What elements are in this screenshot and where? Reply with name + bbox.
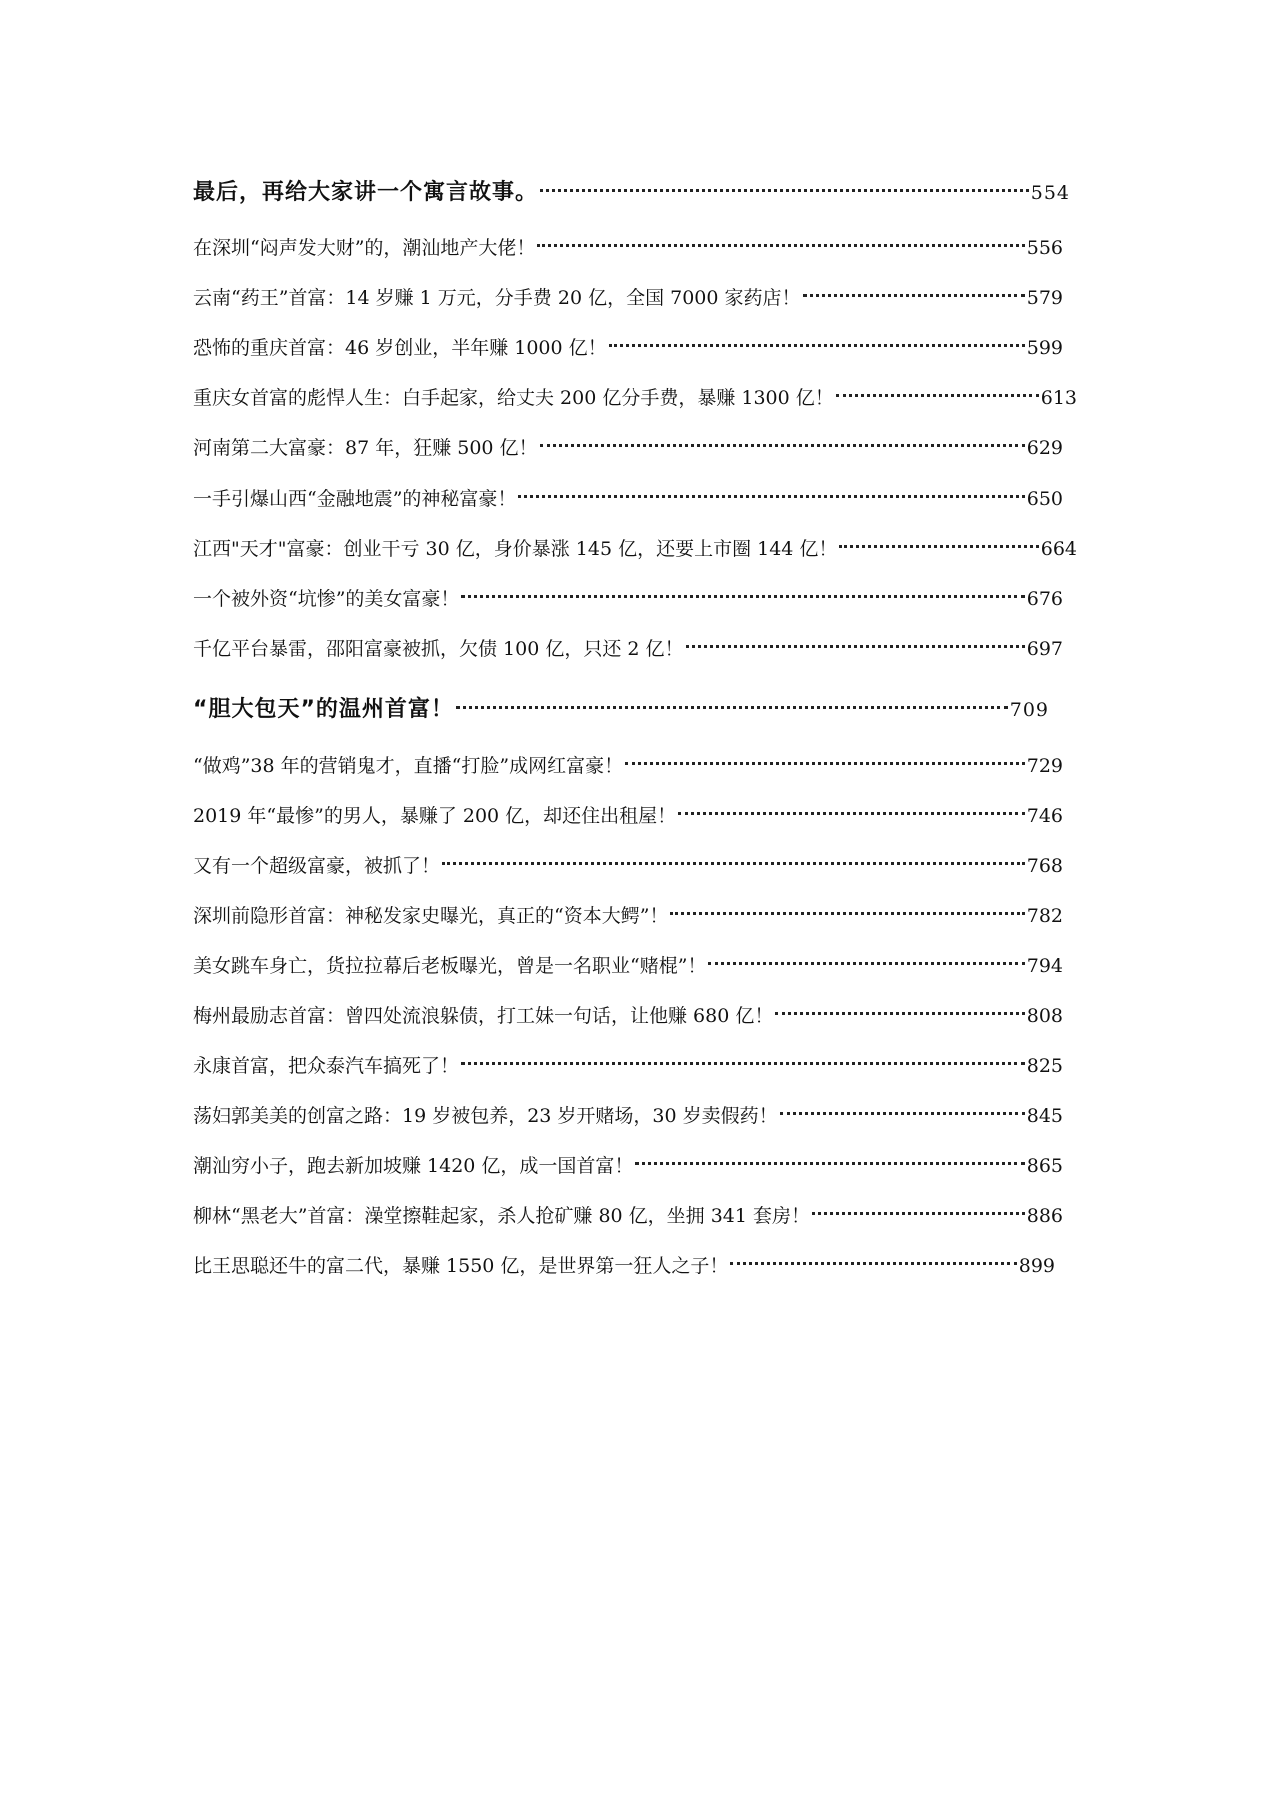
toc-entry	[193, 333, 1063, 360]
toc-entry	[193, 233, 1063, 260]
toc-section-title: “胆大包天”的温州首富！	[193, 697, 454, 722]
toc-section-title: 最后，再给大家讲一个寓言故事。	[193, 180, 539, 205]
toc-entry	[193, 751, 1063, 778]
toc-entry	[193, 584, 1063, 611]
dot-leader	[775, 1012, 1024, 1015]
toc-page-number: 865	[1026, 1155, 1063, 1177]
dot-leader	[456, 706, 1008, 709]
toc-entry-title: 深圳前隐形首富：神秘发家史曝光，真正的“资本大鳄”！	[193, 905, 669, 927]
dot-leader	[839, 545, 1038, 548]
toc-entry	[193, 1151, 1063, 1178]
dot-leader	[537, 244, 1024, 247]
dot-leader	[625, 762, 1025, 765]
toc-page-number: 697	[1026, 638, 1063, 660]
toc-page-number: 782	[1026, 905, 1063, 927]
toc-entry	[193, 383, 1077, 410]
toc-entry-title: “做鸡”38 年的营销鬼才，直播“打脸”成网红富豪！	[193, 755, 624, 777]
toc-entry	[193, 484, 1063, 511]
dot-leader	[678, 812, 1025, 815]
toc-entry-title: 梅州最励志首富：曾四处流浪躲债，打工妹一句话，让他赚 680 亿！	[193, 1005, 774, 1027]
toc-entry	[193, 433, 1063, 460]
dot-leader	[442, 862, 1025, 865]
dot-leader	[540, 189, 1029, 192]
dot-leader	[780, 1112, 1025, 1115]
toc-entry	[193, 801, 1063, 828]
toc-entry-title: 江西"天才"富豪：创业干亏 30 亿，身价暴涨 145 亿，还要上市圈 144 亿！	[193, 538, 838, 560]
dot-leader	[836, 394, 1039, 397]
toc-page-number: 899	[1018, 1255, 1055, 1277]
dot-leader	[540, 444, 1025, 447]
toc-entry-title: 比王思聪还牛的富二代，暴赚 1550 亿，是世界第一狂人之子！	[193, 1255, 729, 1277]
toc-entry	[193, 901, 1063, 928]
dot-leader	[461, 595, 1024, 598]
toc-entry	[193, 851, 1063, 878]
dot-leader	[730, 1262, 1016, 1265]
toc-page-number: 613	[1040, 387, 1077, 409]
toc-entry	[193, 1051, 1063, 1078]
toc-page-number: 794	[1026, 955, 1063, 977]
toc-entry	[193, 534, 1077, 561]
toc-entry	[193, 1001, 1063, 1028]
toc-entry-title: 潮汕穷小子，跑去新加坡赚 1420 亿，成一国首富！	[193, 1155, 634, 1177]
toc-page-number: 845	[1026, 1105, 1063, 1127]
toc-entry	[193, 1251, 1055, 1278]
toc-entry-title: 2019 年“最惨”的男人，暴赚了 200 亿，却还住出租屋！	[193, 805, 677, 827]
toc-page-number: 886	[1026, 1205, 1063, 1227]
dot-leader	[686, 645, 1025, 648]
toc-entry-title: 永康首富，把众泰汽车搞死了！	[193, 1055, 460, 1077]
toc-entry	[193, 1101, 1063, 1128]
toc-entry	[193, 951, 1063, 978]
toc-entry-title: 美女跳车身亡，货拉拉幕后老板曝光，曾是一名职业“赌棍”！	[193, 955, 707, 977]
toc-page-number: 650	[1026, 488, 1063, 510]
dot-leader	[461, 1062, 1025, 1065]
toc-page-number: 664	[1040, 538, 1077, 560]
toc-entry-title: 又有一个超级富豪，被抓了！	[193, 855, 441, 877]
toc-page-number: 825	[1026, 1055, 1063, 1077]
toc-page-number: 599	[1026, 337, 1063, 359]
toc-entry-title: 一手引爆山西“金融地震”的神秘富豪！	[193, 488, 517, 510]
toc-page-number: 579	[1026, 287, 1063, 309]
dot-leader	[708, 962, 1024, 965]
toc-page-number: 746	[1026, 805, 1063, 827]
toc-entry	[193, 1201, 1063, 1228]
toc-page-number: 808	[1026, 1005, 1063, 1027]
toc-section	[193, 175, 1070, 206]
toc-entry-title: 云南“药王”首富：14 岁赚 1 万元，分手费 20 亿，全国 7000 家药店！	[193, 287, 801, 309]
toc-page-number: 729	[1026, 755, 1063, 777]
toc-section	[193, 692, 1049, 723]
dot-leader	[812, 1212, 1025, 1215]
dot-leader	[803, 294, 1025, 297]
toc-page-number: 556	[1026, 237, 1063, 259]
toc-entry-title: 恐怖的重庆首富：46 岁创业，半年赚 1000 亿！	[193, 337, 607, 359]
toc-page-number: 768	[1026, 855, 1063, 877]
dot-leader	[609, 344, 1025, 347]
toc-entry-title: 河南第二大富豪：87 年，狂赚 500 亿！	[193, 437, 538, 459]
toc-entry-title: 千亿平台暴雷，邵阳富豪被抓，欠债 100 亿，只还 2 亿！	[193, 638, 684, 660]
toc-entry-title: 柳林“黑老大”首富：澡堂擦鞋起家，杀人抢矿赚 80 亿，坐拥 341 套房！	[193, 1205, 811, 1227]
toc-page-number: 629	[1026, 437, 1063, 459]
toc-page-number: 676	[1026, 588, 1063, 610]
toc-entry-title: 重庆女首富的彪悍人生：白手起家，给丈夫 200 亿分手费，暴赚 1300 亿！	[193, 387, 834, 409]
dot-leader	[518, 495, 1024, 498]
dot-leader	[635, 1162, 1024, 1165]
toc-entry-title: 在深圳“闷声发大财”的，潮汕地产大佬！	[193, 237, 536, 259]
toc-entry-title: 一个被外资“坑惨”的美女富豪！	[193, 588, 460, 610]
toc-entry	[193, 283, 1063, 310]
toc-entry	[193, 634, 1063, 661]
toc-page-number: 709	[1009, 699, 1049, 721]
toc-page-number: 554	[1030, 182, 1070, 204]
toc-entry-title: 荡妇郭美美的创富之路：19 岁被包养，23 岁开赌场，30 岁卖假药！	[193, 1105, 778, 1127]
dot-leader	[670, 912, 1024, 915]
